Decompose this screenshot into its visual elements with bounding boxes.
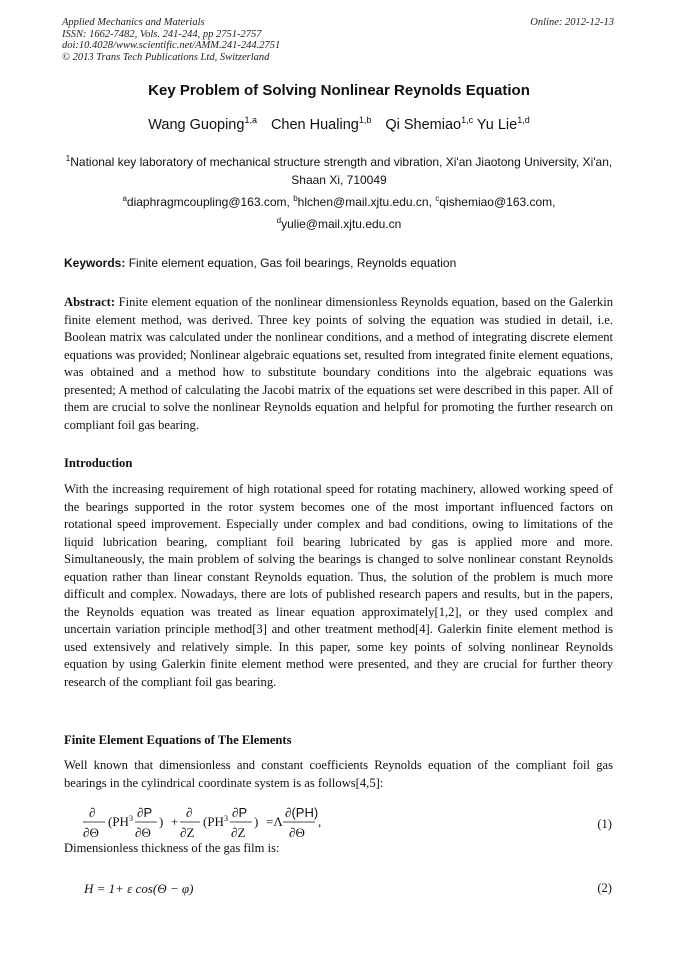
introduction-text: With the increasing requirement of high rotational speed for rotating machinery, allowed working speed of the bearings supported in the rotor system becomes one of the most important influenced factors on rotational speed improvement. Especially under complex and bad conditions, owing to limitations of the liquid lubrication bearing, compliant foil bearing lubricated by gas is applied more and more. Simultaneously, the main problem of solving the bearings is changed to solve nonlinear constant Reynolds equation rather than linear constant Reynolds equation. Thus, the solution of the problem is much more difficult and complex. Nowadays, there are lots of published research papers and results, but in the papers, the Reynolds equation was treated as linear equation approximately[1,2], or they used complex and uncertain variation principle method[3] and other treatment method[4]. Galerkin finite element method is used extensively and relatively simple. In this paper, some key points of solving nonlinear Reynolds equation by using Galerkin finite element method were presented, and they are crucial for further theory research of the compliant foil gas bearing. bbox=[64, 482, 613, 689]
keywords bbox=[64, 256, 456, 270]
author-sup: 1,a bbox=[244, 115, 257, 125]
journal-header bbox=[62, 17, 280, 63]
email-list bbox=[40, 190, 638, 211]
paper-title: Key Problem of Solving Nonlinear Reynolds Equation bbox=[148, 82, 530, 99]
copyright-line: © 2013 Trans Tech Publications Ltd, Switzerland bbox=[62, 51, 270, 63]
equation-number-2: (2) bbox=[597, 881, 612, 895]
journal-name: Applied Mechanics and Materials bbox=[62, 17, 205, 28]
eq-plus: + bbox=[171, 814, 179, 829]
email-link[interactable]: hlchen@mail.xjtu.edu.cn, bbox=[297, 195, 432, 209]
affiliation-sup: 1 bbox=[65, 154, 71, 163]
doi-line[interactable]: doi:10.4028/www.scientific.net/AMM.241-244.2751 bbox=[62, 40, 281, 51]
email-sup: c bbox=[435, 194, 440, 203]
eq-dp-top-2: ∂P bbox=[232, 805, 248, 820]
author-name: Wang Guoping bbox=[148, 116, 245, 133]
abstract-text: Finite element equation of the nonlinear dimensionless Reynolds equation, based on the Galerkin finite element method, was derived. Three key points of solving the equation was studied in detail, i.e. Boolean matrix was calculated under the nonlinear conditions, and a method of integrating discrete element equations was provided; Nonlinear algebraic equations set, resulted from integrated finite element equations, was obtained and a method how to substitute boundary conditions into the algebraic equations was presented; A method of calculating the Jacobi matrix of the equations set were described in this paper. All of them are crucial to solve the nonlinear Reynolds equation and helpful for promoting the further research on compliant foil gas bearing. bbox=[64, 295, 614, 432]
eq-d-z-2: ∂Z bbox=[231, 825, 246, 840]
author-name: Yu Lie bbox=[476, 116, 518, 133]
eq-d-theta-3: ∂Θ bbox=[289, 825, 305, 840]
film-thickness-text: Dimensionless thickness of the gas film is: bbox=[64, 841, 280, 855]
eq-d-theta-2: ∂Θ bbox=[135, 825, 151, 840]
eq-d-top: ∂ bbox=[89, 805, 96, 820]
abstract-label: Abstract: bbox=[64, 295, 116, 309]
eq-d-z: ∂Z bbox=[180, 825, 195, 840]
abstract bbox=[64, 294, 613, 434]
eq-d-top-2: ∂ bbox=[186, 805, 193, 820]
eq-close-1: ) bbox=[159, 814, 164, 829]
eq-d-theta: ∂Θ bbox=[83, 825, 99, 840]
email-sup: b bbox=[293, 194, 298, 203]
email-link[interactable]: diaphragmcoupling@163.com, bbox=[126, 195, 290, 209]
author-sup: 1,c bbox=[461, 115, 474, 125]
issn-line: ISSN: 1662-7482, Vols. 241-244, pp 2751-2757 bbox=[62, 28, 262, 40]
eq-ph3: ($PH^3$ bbox=[108, 814, 133, 829]
email-sup: a bbox=[122, 194, 127, 203]
email-sup: d bbox=[276, 216, 282, 225]
email-link[interactable]: qishemiao@163.com, bbox=[439, 195, 556, 209]
introduction-heading: Introduction bbox=[64, 456, 133, 470]
eq-ph3-2: ($PH^3$ bbox=[203, 814, 228, 829]
eq-dph-top: ∂(PH) bbox=[285, 805, 319, 820]
eq-dp-top: ∂P bbox=[137, 805, 153, 820]
equation-number-1: (1) bbox=[597, 817, 612, 831]
email-list-2 bbox=[40, 216, 638, 231]
fe-intro-text: Well known that dimensionless and constant coefficients Reynolds equation of the compliant foil gas bearings in the cylindrical coordinate system is as follows[4,5]: bbox=[64, 758, 613, 790]
reynolds-equation bbox=[80, 800, 615, 846]
author-name: Qi Shemiao bbox=[385, 116, 462, 133]
eq-comma: , bbox=[318, 814, 322, 829]
author-sup: 1,d bbox=[517, 115, 530, 125]
affiliation bbox=[64, 150, 614, 189]
affiliation-text: National key laboratory of mechanical structure strength and vibration, Xi'an Jiaotong University, Xi'an, Shaan Xi, 710049 bbox=[70, 155, 613, 187]
eq-close-2: ) bbox=[254, 814, 259, 829]
author-sup: 1,b bbox=[358, 115, 372, 125]
online-date: Online: 2012-12-13 bbox=[530, 17, 614, 28]
author-name: Chen Hualing bbox=[270, 116, 359, 133]
keywords-label: Keywords: bbox=[64, 256, 126, 270]
keywords-text: Finite element equation, Gas foil bearings, Reynolds equation bbox=[128, 256, 457, 270]
film-thickness-equation: H = 1+ ε cos(Θ − φ) bbox=[84, 881, 194, 896]
fe-heading: Finite Element Equations of The Elements bbox=[64, 733, 292, 747]
eq-equals-lambda: =Λ bbox=[266, 814, 283, 829]
email-link[interactable]: yulie@mail.xjtu.edu.cn bbox=[281, 217, 402, 231]
author-list bbox=[0, 115, 678, 133]
